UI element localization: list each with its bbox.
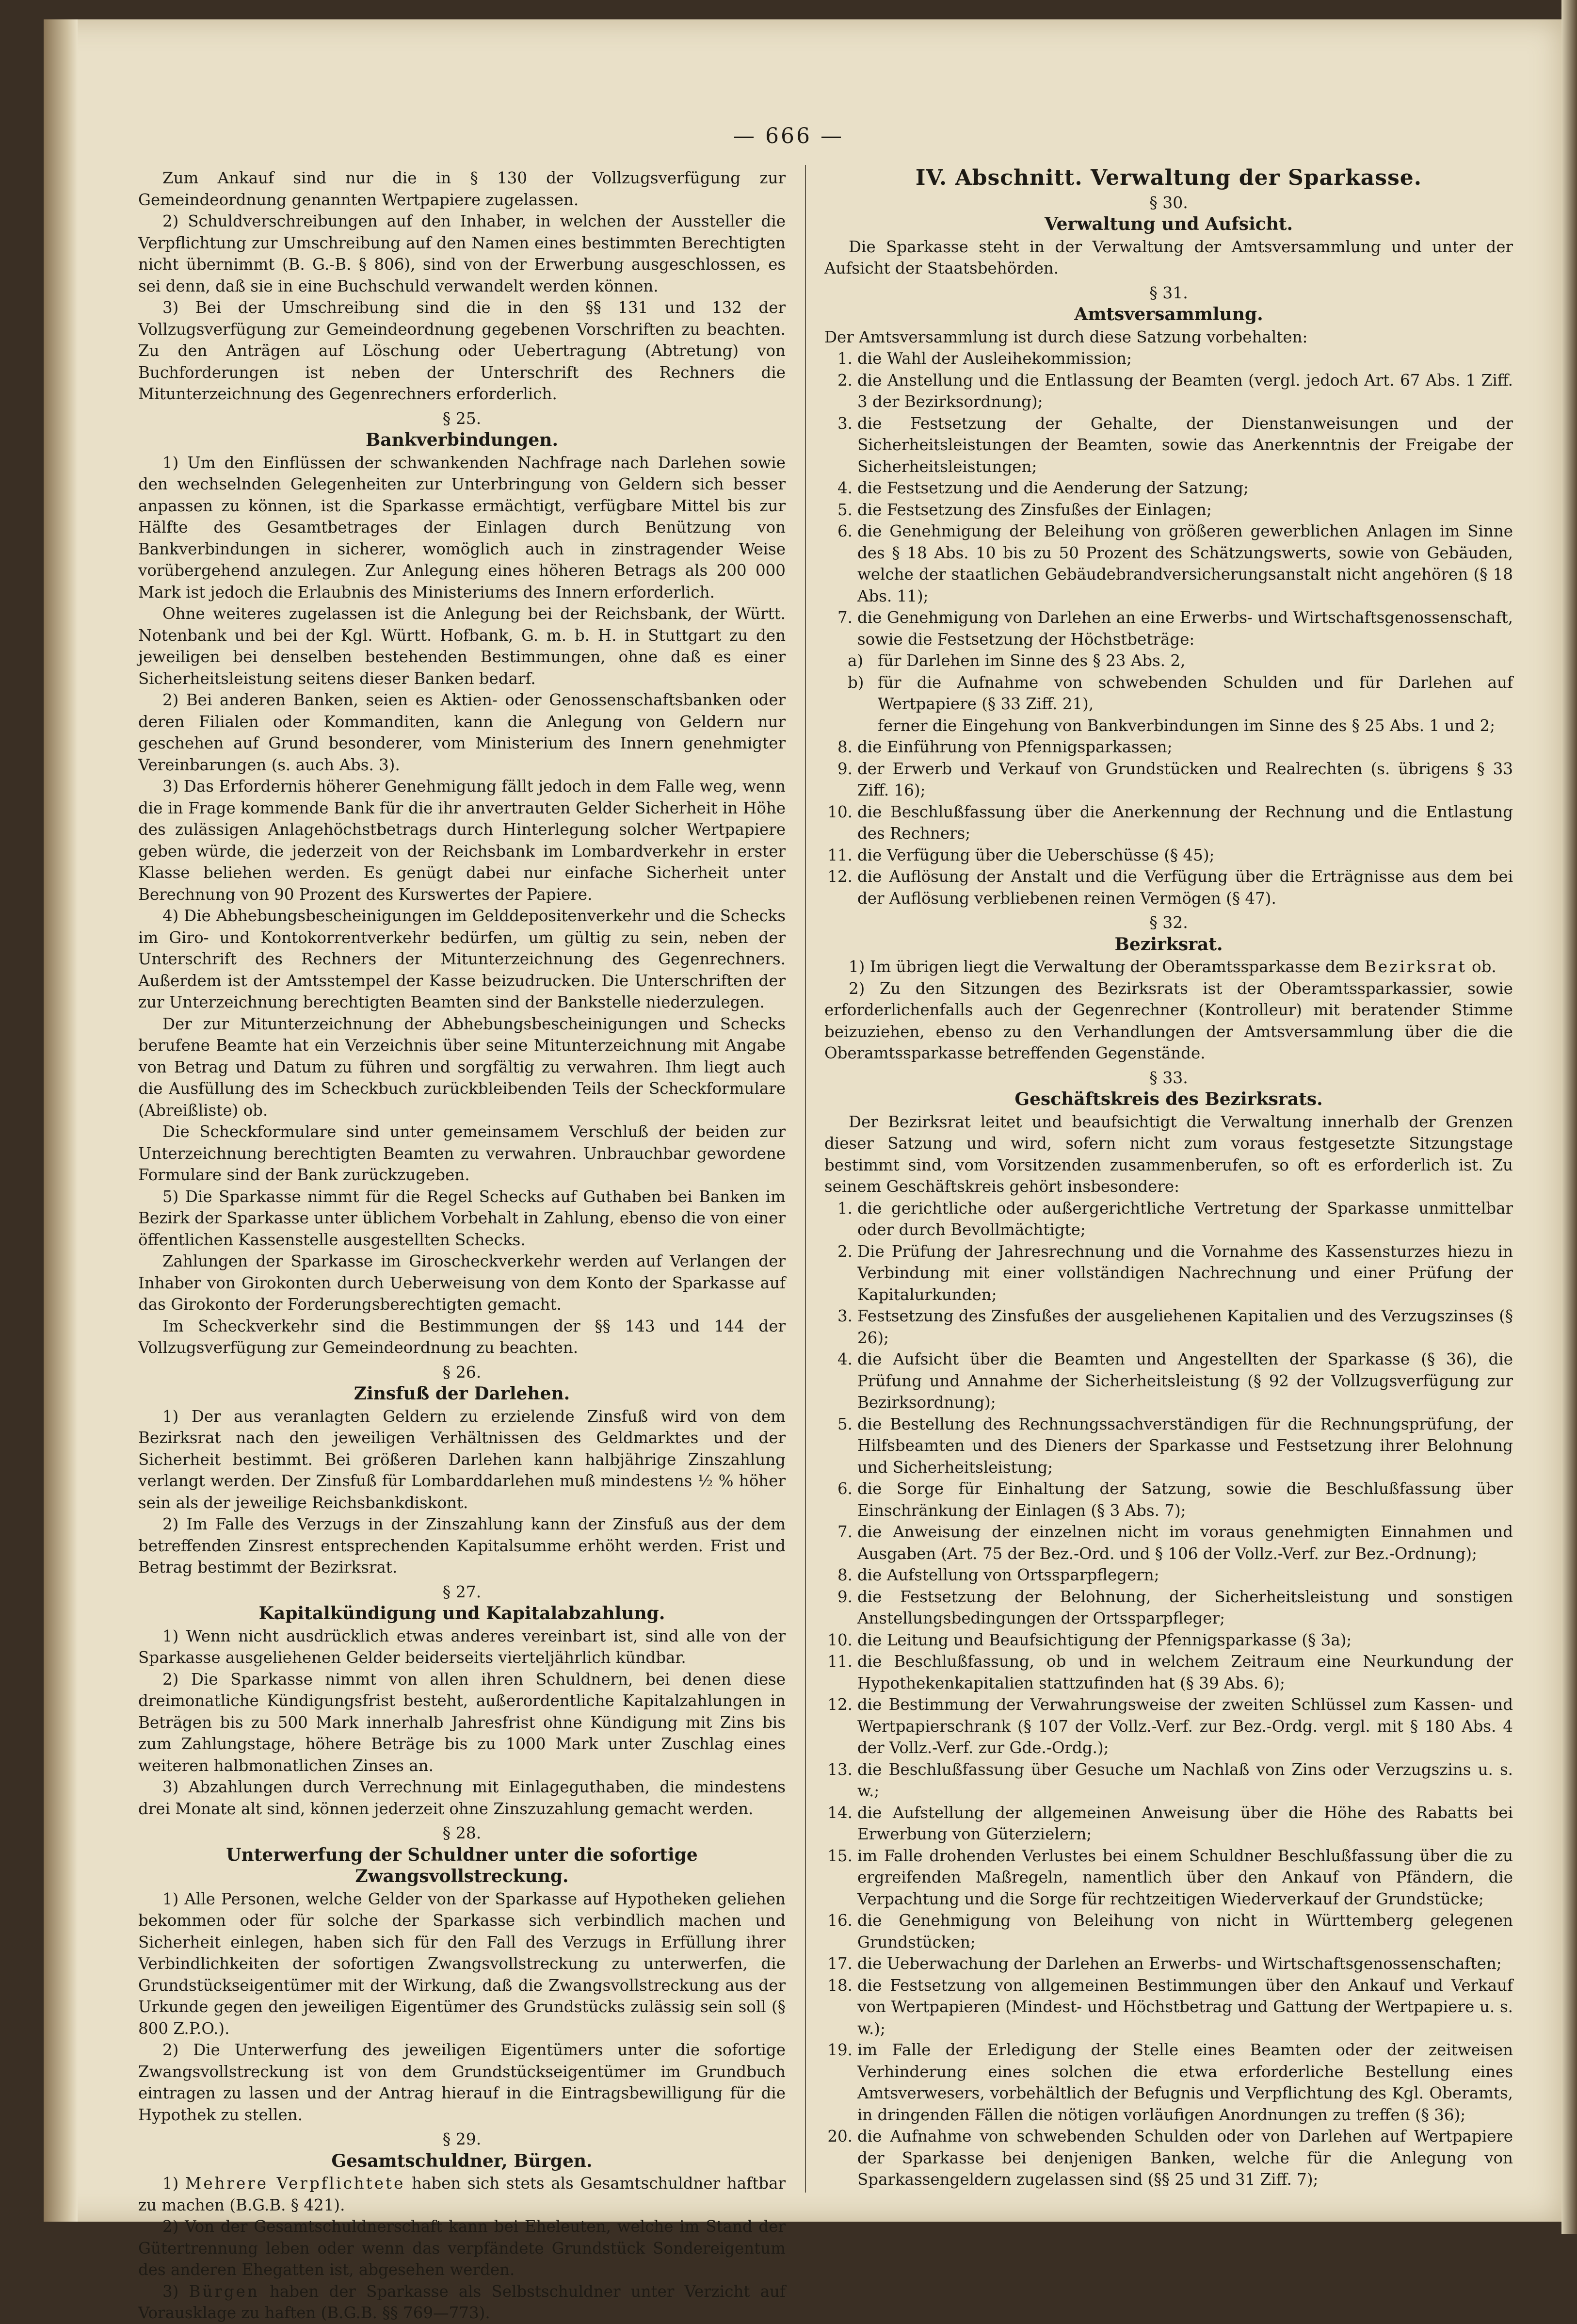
list-item-number: 18.: [827, 1976, 853, 1995]
list-item-number: 10.: [827, 1630, 853, 1649]
list-item-number: 5.: [837, 1414, 853, 1433]
list-item-text: die Einführung von Pfennigsparkassen;: [857, 738, 1173, 756]
list-item-number: 4.: [837, 1350, 853, 1368]
section-heading: Kapitalkündigung und Kapitalabzahlung.: [258, 1603, 665, 1624]
list-item-number: 7.: [837, 608, 853, 627]
section-number: § 33.: [1149, 1068, 1188, 1087]
list-item-number: 8.: [837, 1566, 853, 1584]
column-divider: [805, 165, 806, 2193]
paragraph: Der Bezirksrat leitet und beaufsichtigt die Verwaltung innerhalb der Grenzen dieser Satzung und wird, sofern nicht zum voraus festgesetzte Sitzungstage bestimmt sind, vom Vorsitzenden zusammenberufen, so oft es erforderlich ist. Zu seinem Geschäftskreis gehört insbesondere:: [824, 1112, 1513, 1196]
list-item-text: die Bestimmung der Verwahrungsweise der zweiten Schlüssel zum Kassen- und Wertpapierschrank (§ 107 der Vollz.-Verf. zur Bez.-Ordg. vergl. mit § 180 Abs. 4 der Vollz.-Verf. zur Gde.-Ordg.);: [857, 1695, 1513, 1757]
list-item: [824, 520, 1513, 607]
list-item: [824, 1910, 1513, 1953]
list-item-text: die Genehmigung von Darlehen an eine Erwerbs- und Wirtschaftsgenossenschaft, sowie die Festsetzung der Höchstbeträge:: [857, 608, 1513, 649]
sub-list-item-letter: a): [848, 651, 864, 670]
paragraph: 2) Die Unterwerfung des jeweiligen Eigentümers unter die sofortige Zwangsvollstreckung ist von dem Grundstückseigentümer im Grundbuch eintragen zu lassen und der Antrag hierauf in die Eintragsbewilligung für die Hypothek zu stellen.: [138, 2041, 786, 2124]
list-item-text: Die Prüfung der Jahresrechnung und die Vornahme des Kassensturzes hiezu in Verbindung mit einer vollständigen Nachrechnung und einer Prüfung der Kapitalurkunden;: [857, 1242, 1513, 1304]
list-item: [824, 1349, 1513, 1414]
list-item: [824, 1564, 1513, 1586]
list-item: [824, 1586, 1513, 1629]
list-item-number: 15.: [827, 1846, 853, 1865]
section-heading: Verwaltung und Aufsicht.: [1044, 214, 1293, 234]
paragraph: 1) Der aus veranlagten Geldern zu erzielende Zinsfuß wird von dem Bezirksrat nach den jeweiligen Verhältnissen des Geldmarktes und der Sicherheit bestimmt. Bei größeren Darlehen kann halbjährige Zinszahlung verlangt werden. Der Zinsfuß für Lombarddarlehen muß mindestens ½ % höher sein als der jeweilige Reichsbankdiskont.: [138, 1407, 786, 1512]
list-item: [824, 1845, 1513, 1910]
list-item-text: der Erwerb und Verkauf von Grundstücken und Realrechten (s. übrigens § 33 Ziff. 16);: [857, 759, 1513, 799]
paragraph: Die Sparkasse steht in der Verwaltung der Amtsversammlung und unter der Aufsicht der Staatsbehörden.: [824, 237, 1513, 277]
paragraph: 5) Die Sparkasse nimmt für die Regel Schecks auf Guthaben bei Banken im Bezirk der Sparkasse unter üblichem Vorbehalt in Zahlung, ebenso die von einer öffentlichen Kassenstelle ausgestellten Schecks.: [138, 1187, 786, 1249]
list-item-text: die Festsetzung der Gehalte, der Dienstanweisungen und der Sicherheitsleistungen der Beamten, sowie das Anerkenntnis der Freigabe der Sicherheitsleistungen;: [857, 414, 1513, 476]
list-item-number: 16.: [827, 1911, 853, 1930]
sub-list-item-letter: b): [848, 673, 864, 692]
list-item-number: 3.: [837, 414, 853, 433]
numbered-list: [824, 736, 1513, 909]
list-item-text: die Beschlußfassung, ob und in welchem Zeitraum eine Neurkundung der Hypothekenkapitalien stattzufinden hat (§ 39 Abs. 6);: [857, 1652, 1513, 1692]
list-item-text: die Aufstellung der allgemeinen Anweisung über die Höhe des Rabatts bei Erwerbung von Güterzielern;: [857, 1803, 1513, 1843]
section-heading: Bankverbindungen.: [366, 430, 558, 450]
list-item-number: 14.: [827, 1803, 853, 1822]
list-item-number: 7.: [837, 1523, 853, 1541]
text-run: 1) Im übrigen liegt die Verwaltung der Oberamtssparkasse dem: [849, 958, 1365, 976]
section-heading: Zinsfuß der Darlehen.: [354, 1383, 570, 1404]
list-item: [824, 1241, 1513, 1306]
section-number: § 30.: [1149, 193, 1188, 212]
paragraph: Der Amtsversammlung ist durch diese Satzung vorbehalten:: [824, 327, 1308, 346]
list-item-text: die Beschlußfassung über die Anerkennung der Rechnung und die Entlastung des Rechners;: [857, 802, 1513, 843]
list-item-text: die Festsetzung der Belohnung, der Sicherheitsleistung und sonstigen Anstellungsbedingungen der Ortssparpfleger;: [857, 1587, 1513, 1627]
list-item: [824, 758, 1513, 801]
section-number: § 28.: [442, 1823, 482, 1842]
list-item-text: ferner die Eingehung von Bankverbindungen im Sinne des § 25 Abs. 1 und 2;: [878, 716, 1496, 735]
list-item-text: die Genehmigung von Beleihung von nicht in Württemberg gelegenen Grundstücken;: [857, 1911, 1513, 1951]
list-item-number: 20.: [827, 2127, 853, 2145]
list-item: [824, 477, 1513, 499]
text-run: 3): [162, 2282, 189, 2301]
sub-list-item: [824, 672, 1513, 715]
next-page-edge: [1561, 0, 1577, 2234]
list-item-number: 12.: [827, 867, 853, 886]
paragraph: Ohne weiteres zugelassen ist die Anlegung bei der Reichsbank, der Württ. Notenbank und bei der Kgl. Württ. Hofbank, G. m. b. H. in Stuttgart zu den jeweiligen bei denselben bestehenden Bestimmungen, ohne daß es einer Sicherheitsleistung seitens dieser Banken bedarf.: [138, 604, 786, 688]
chapter-heading: IV. Abschnitt. Verwaltung der Sparkasse.: [915, 165, 1422, 190]
list-item-text: die Aufsicht über die Beamten und Angestellten der Sparkasse (§ 36), die Prüfung und Annahme der Sicherheitsleistung (§ 92 der Vollzugsverfügung zur Bezirksordnung);: [857, 1350, 1513, 1412]
list-item-number: 17.: [827, 1954, 853, 1973]
list-item: [824, 1521, 1513, 1564]
paragraph: 2) Bei anderen Banken, seien es Aktien- oder Genossenschaftsbanken oder deren Filialen oder Kommanditen, kann die Anlegung von Geldern nur geschehen auf Grund besonderer, vom Ministerium des Innern genehmigter Vereinbarungen (s. auch Abs. 3).: [138, 691, 786, 774]
text-run: haben sich stets als Gesamtschuldner haftbar zu machen (B.G.B. § 421).: [138, 2174, 786, 2214]
list-item: [824, 499, 1513, 521]
list-item-text: die Auflösung der Anstalt und die Verfügung über die Erträgnisse aus dem bei der Auflösung verbliebenen reinen Vermögen (§ 47).: [857, 867, 1513, 908]
paragraph: 2) Von der Gesamtschuldnerschaft kann bei Eheleuten, welche im Stand der Gütertrennung leben oder wenn das verpfändete Grundstück Sondereigentum des anderen Ehegatten ist, abgesehen werden.: [138, 2217, 786, 2279]
emphasized-text: Mehrere Verpflichtete: [185, 2174, 405, 2193]
list-item: [824, 866, 1513, 909]
section-heading: Unterwerfung der Schuldner unter die sofortige Zwangsvollstreckung.: [226, 1844, 698, 1886]
numbered-list: [824, 348, 1513, 650]
list-item-text: die Festsetzung des Zinsfußes der Einlagen;: [857, 500, 1212, 519]
text-run: haben der Sparkasse als Selbstschuldner unter Verzicht auf Vorausklage zu haften (B.G.B. §§ 769—773).: [138, 2282, 786, 2322]
section-number: § 29.: [442, 2129, 482, 2148]
list-item-number: 10.: [827, 802, 853, 821]
list-item-number: 2.: [837, 371, 853, 390]
section-number: § 27.: [442, 1582, 482, 1601]
list-item: [824, 1802, 1513, 1845]
emphasized-text: Bürgen: [189, 2282, 259, 2301]
list-item-text: die Anweisung der einzelnen nicht im voraus genehmigten Einnahmen und Ausgaben (Art. 75 der Bez.-Ord. und § 106 der Vollz.-Verf. zur Bez.-Ordnung);: [857, 1523, 1513, 1563]
list-item-text: die gerichtliche oder außergerichtliche Vertretung der Sparkasse unmittelbar oder durch Bevollmächtigte;: [857, 1199, 1513, 1239]
paragraph: Die Scheckformulare sind unter gemeinsamem Verschluß der beiden zur Unterzeichnung berechtigten Beamten zu verwahren. Unbrauchbar gewordene Formulare sind der Bank zurückzugeben.: [138, 1122, 786, 1184]
list-item-number: 19.: [827, 2041, 853, 2059]
section-heading: Geschäftskreis des Bezirksrats.: [1014, 1089, 1323, 1109]
section-number: § 31.: [1149, 283, 1188, 302]
paragraph: 2) Im Falle des Verzugs in der Zinszahlung kann der Zinsfuß aus der dem betreffenden Zinsrest entsprechenden Kapitalsumme erhöht werden. Frist und Betrag bestimmt der Bezirksrat.: [138, 1515, 786, 1576]
list-item-number: 6.: [837, 1479, 853, 1498]
paragraph: [138, 2173, 786, 2216]
list-item-number: 13.: [827, 1760, 853, 1779]
paragraph: Zahlungen der Sparkasse im Giroscheckverkehr werden auf Verlangen der Inhaber von Girokonten durch Ueberweisung von dem Konto der Sparkasse auf das Girokonto der Forderungsberechtigten gemacht.: [138, 1252, 786, 1314]
right-column: [824, 167, 1513, 2191]
list-item-text: im Falle drohenden Verlustes bei einem Schuldner Beschlußfassung über die zu ergreifenden Maßregeln, namentlich über den Ankauf von Pfändern, die Verpachtung und die Sorge für rechtzeitigen Wiederverkauf der Grundstücke;: [857, 1846, 1513, 1908]
list-item: [824, 348, 1513, 370]
list-item-number: 9.: [837, 759, 853, 778]
list-item-text: die Festsetzung von allgemeinen Bestimmungen über den Ankauf und Verkauf von Wertpapieren (Mindest- und Höchstbetrag und Gattung der Wertpapiere u. s. w.);: [857, 1976, 1513, 2038]
page-number: — 666 —: [733, 124, 844, 148]
sub-list: [824, 650, 1513, 715]
list-item: [824, 1414, 1513, 1479]
list-item-number: 2.: [837, 1242, 853, 1261]
section-number: § 32.: [1149, 913, 1188, 932]
paragraph: 1) Alle Personen, welche Gelder von der Sparkasse auf Hypotheken geliehen bekommen oder für solche der Sparkasse sich verbindlich machen und Sicherheit einlegen, haben sich für den Fall des Verzugs in Erfüllung ihrer Verbindlichkeiten der sofortigen Zwangsvollstreckung zu unterwerfen, die Grundstückseigentümer mit der Wirkung, daß die Zwangsvollstreckung aus der Urkunde gegen den jeweiligen Eigentümer des Grundstücks zulässig sein soll (§ 800 Z.P.O.).: [138, 1889, 786, 2038]
list-item: [824, 845, 1513, 866]
list-item-number: 4.: [837, 479, 853, 497]
list-item-text: die Aufnahme von schwebenden Schulden oder von Darlehen auf Wertpapiere der Sparkasse bei denjenigen Banken, welche für die Anlegung von Sparkassengeldern zugelassen sind (§§ 25 und 31 Ziff. 7);: [857, 2127, 1513, 2189]
list-item-text: Festsetzung des Zinsfußes der ausgeliehenen Kapitalien und des Verzugszinses (§ 26);: [857, 1307, 1513, 1347]
list-item-text: die Wahl der Ausleihekommission;: [857, 349, 1132, 368]
sub-list-item: [824, 650, 1513, 672]
section-heading: Gesamtschuldner, Bürgen.: [331, 2150, 593, 2171]
paragraph: 1) Um den Einflüssen der schwankenden Nachfrage nach Darlehen sowie den wechselnden Gelegenheiten zur Unterbringung von Geldern sich besser anpassen zu können, ist die Sparkasse ermächtigt, verfügbare Mittel bis zur Hälfte des Gesamtbetrages der Einlagen durch Benützung von Bankverbindungen in sicherer, womöglich auch in zinstragender Weise vorübergehend anzulegen. Zur Anlegung eines höheren Betrags als 200 000 Mark ist jedoch die Erlaubnis des Ministeriums des Innern erforderlich.: [138, 453, 786, 601]
book-binding: [44, 19, 78, 2222]
paragraph: Im Scheckverkehr sind die Bestimmungen der §§ 143 und 144 der Vollzugsverfügung zur Gemeindeordnung zu beachten.: [138, 1316, 786, 1357]
list-item-number: 11.: [827, 845, 853, 864]
list-item-text: die Genehmigung der Beleihung von größeren gewerblichen Anlagen im Sinne des § 18 Abs. 10 bis zu 50 Prozent des Schätzungswerts, sowie von Gebäuden, welche der staatlichen Gebäudebrandversicherungsanstalt nicht angehören (§ 18 Abs. 11);: [857, 522, 1513, 605]
section-heading: Bezirksrat.: [1114, 934, 1223, 955]
list-item: [824, 1759, 1513, 1802]
paragraph: 1) Wenn nicht ausdrücklich etwas anderes vereinbart ist, sind alle von der Sparkasse ausgeliehenen Gelder beiderseits vierteljährlich kündbar.: [138, 1626, 786, 1667]
list-item-text: die Aufstellung von Ortssparpflegern;: [857, 1566, 1159, 1584]
list-item-number: 12.: [827, 1695, 853, 1714]
paragraph: Zum Ankauf sind nur die in § 130 der Vollzugsverfügung zur Gemeindeordnung genannten Wertpapiere zugelassen.: [138, 169, 786, 209]
list-item: [824, 1478, 1513, 1521]
list-item-number: 9.: [837, 1587, 853, 1606]
list-item-text: die Bestellung des Rechnungssachverständigen für die Rechnungsprüfung, der Hilfsbeamten und des Dieners der Sparkasse und Festsetzung ihrer Belohnung und Sicherheitsleistung;: [857, 1414, 1513, 1477]
paragraph: [138, 2281, 786, 2324]
list-item-text: die Sorge für Einhaltung der Satzung, sowie die Beschlußfassung über Einschränkung der Einlagen (§ 3 Abs. 7);: [857, 1479, 1513, 1520]
list-item-number: 3.: [837, 1307, 853, 1325]
list-item-text: die Festsetzung und die Aenderung der Satzung;: [857, 479, 1249, 497]
section-number: § 26.: [442, 1362, 482, 1381]
paragraph: 2) Zu den Sitzungen des Bezirksrats ist der Oberamtssparkassier, sowie erforderlichenfalls auch der Gegenrechner (Kontrolleur) mit beratender Stimme beizuziehen, ebenso zu den Verhandlungen der Amtsversammlung über die die Oberamtssparkasse betreffenden Gegenstände.: [824, 979, 1513, 1062]
list-item: [824, 2039, 1513, 2126]
paragraph: 2) Schuldverschreibungen auf den Inhaber, in welchen der Aussteller die Verpflichtung zur Umschreibung auf den Namen eines bestimmten Berechtigten nicht übernimmt (B. G.-B. § 806), sind von der Erwerbung ausgeschlossen, es sei denn, daß sie in eine Buchschuld verwandelt werden können.: [138, 212, 786, 295]
list-item: [824, 2126, 1513, 2191]
paragraph: 3) Bei der Umschreibung sind die in den §§ 131 und 132 der Vollzugsverfügung zur Gemeindeordnung gegebenen Vorschriften zu beachten. Zu den Anträgen auf Löschung oder Uebertragung (Abtretung) von Buchforderungen ist neben der Unterschrift des Rechners die Mitunterzeichnung des Gegenrechners erforderlich.: [138, 298, 786, 403]
paragraph: 4) Die Abhebungsbescheinigungen im Gelddepositenverkehr und die Schecks im Giro- und Kontokorrentverkehr bedürfen, um gültig zu sein, neben der Unterschrift des Rechners der Mitunterzeichnung des Gegenrechners. Außerdem ist der Amtsstempel der Kasse beizudrucken. Die Unterschriften der zur Unterzeichnung berechtigten Beamten sind der Bankstelle niederzulegen.: [138, 907, 786, 1011]
list-item: [824, 1651, 1513, 1694]
paragraph: 3) Das Erfordernis höherer Genehmigung fällt jedoch in dem Falle weg, wenn die in Frage kommende Bank für die ihr anvertrauten Gelder Sicherheit in Höhe des zulässigen Anlagehöchstbetrags durch Hinterlegung solcher Wertpapiere geben würde, die jederzeit von der Reichsbank im Lombardverkehr in erster Klasse beliehen werden. Es genügt dabei nur einfache Sicherheit unter Berechnung von 90 Prozent des Kurswertes der Papiere.: [138, 777, 786, 904]
text-run: ob.: [1466, 958, 1497, 976]
list-item-number: 11.: [827, 1652, 853, 1671]
list-item: [824, 370, 1513, 413]
list-item: [824, 607, 1513, 650]
list-item-number: 1.: [837, 349, 853, 368]
sub-list-item-text: für die Aufnahme von schwebenden Schulden und für Darlehen auf Wertpapiere (§ 33 Ziff. 21),: [878, 673, 1513, 713]
paragraph: 2) Die Sparkasse nimmt von allen ihren Schuldnern, bei denen diese dreimonatliche Kündigungsfrist besteht, außerordentliche Kapitalzahlungen in Beträgen bis zu 500 Mark innerhalb Jahresfrist ohne Kündigung mit Zins bis zum Zahlungstage, höhere Beträge bis zu 1000 Mark unter Zuschlag eines weiteren halbmonatlichen Zinses an.: [138, 1670, 786, 1775]
list-item: [824, 1305, 1513, 1349]
list-item-number: 1.: [837, 1199, 853, 1218]
emphasized-text: Bezirksrat: [1365, 958, 1467, 976]
list-item-text: die Verfügung über die Ueberschüsse (§ 45);: [857, 845, 1215, 864]
list-item-text: die Anstellung und die Entlassung der Beamten (vergl. jedoch Art. 67 Abs. 1 Ziff. 3 der Bezirksordnung);: [857, 371, 1513, 411]
paragraph: 3) Abzahlungen durch Verrechnung mit Einlageguthaben, die mindestens drei Monate alt sind, können jederzeit ohne Zinszuzahlung gemacht werden.: [138, 1778, 786, 1818]
list-item-continuation: [824, 715, 1513, 737]
list-item-number: 6.: [837, 522, 853, 540]
list-item-number: 8.: [837, 738, 853, 756]
paragraph: Der zur Mitunterzeichnung der Abhebungsbescheinigungen und Schecks berufene Beamte hat ein Verzeichnis über seine Mitunterzeichnung mit Angabe von Betrag und Datum zu führen und sorgfältig zu verwahren. Ihm liegt auch die Ausfüllung des im Scheckbuch zurückbleibenden Teils der Scheckformulare (Abreißliste) ob.: [138, 1014, 786, 1120]
section-heading: Amtsversammlung.: [1074, 304, 1263, 325]
list-item: [824, 801, 1513, 845]
list-item-text: die Leitung und Beaufsichtigung der Pfennigsparkasse (§ 3a);: [857, 1630, 1352, 1649]
text-run: 1): [162, 2174, 186, 2193]
list-item: [824, 1629, 1513, 1651]
list-item-text: die Ueberwachung der Darlehen an Erwerbs- und Wirtschaftsgenossenschaften;: [857, 1954, 1502, 1973]
left-column: [138, 167, 786, 2324]
list-item-text: im Falle der Erledigung der Stelle eines Beamten oder der zeitweisen Verhinderung eines solchen die etwa erforderliche Bestellung eines Amtsverwesers, vorbehältlich der Befugnis und Verpflichtung des Kgl. Oberamts, in dringenden Fällen die nötigen vorläufigen Anordnungen zu treffen (§ 36);: [857, 2041, 1513, 2124]
list-item: [824, 1198, 1513, 1241]
paragraph: [824, 956, 1513, 978]
list-item: [824, 1975, 1513, 2040]
list-item: [824, 1694, 1513, 1759]
list-item-text: die Beschlußfassung über Gesuche um Nachlaß von Zins oder Verzugszins u. s. w.;: [857, 1760, 1513, 1800]
list-item: [824, 736, 1513, 758]
sub-list-item-text: für Darlehen im Sinne des § 23 Abs. 2,: [878, 651, 1186, 670]
list-item: [824, 413, 1513, 478]
section-number: § 25.: [442, 408, 482, 428]
numbered-list: [824, 1198, 1513, 2191]
list-item: [824, 1953, 1513, 1975]
list-item-number: 5.: [837, 500, 853, 519]
